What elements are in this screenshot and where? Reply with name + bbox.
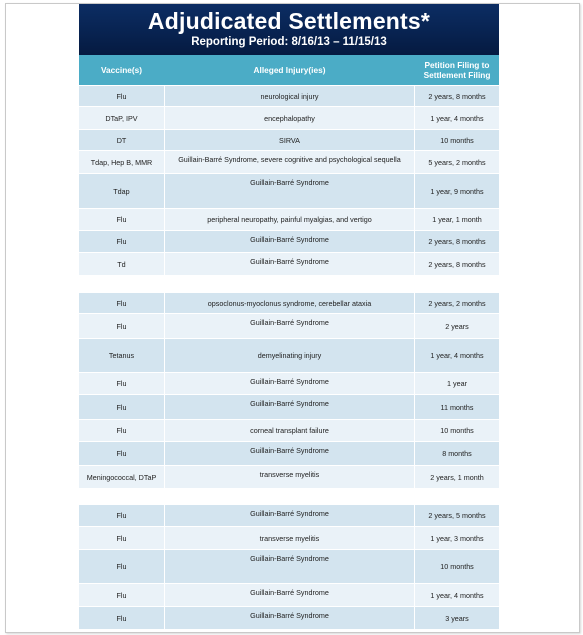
vaccine-cell: Flu bbox=[116, 449, 127, 458]
duration-cell: 1 year, 4 months bbox=[430, 351, 484, 360]
column-divider bbox=[164, 550, 165, 583]
column-divider bbox=[414, 550, 415, 583]
column-divider bbox=[414, 607, 415, 629]
vaccine-cell: Flu bbox=[116, 298, 127, 308]
column-divider bbox=[414, 130, 415, 150]
duration-cell: 2 years, 5 months bbox=[428, 511, 486, 520]
column-divider bbox=[164, 86, 165, 106]
vaccine-cell: Flu bbox=[116, 215, 127, 224]
duration-cell: 1 year, 3 months bbox=[430, 533, 484, 543]
duration-cell: 2 years, 8 months bbox=[428, 259, 486, 269]
vaccine-cell: Td bbox=[117, 259, 126, 269]
table-row bbox=[79, 527, 499, 549]
duration-cell: 1 year, 1 month bbox=[432, 215, 482, 224]
column-divider bbox=[164, 584, 165, 606]
duration-cell: 8 months bbox=[442, 449, 472, 458]
vaccine-cell: Flu bbox=[116, 613, 127, 623]
duration-cell: 1 year, 4 months bbox=[430, 590, 484, 600]
vaccine-cell: Flu bbox=[116, 562, 127, 571]
duration-cell: 2 years, 8 months bbox=[428, 91, 486, 101]
table-row bbox=[79, 314, 499, 338]
table-row bbox=[79, 505, 499, 526]
table-row bbox=[79, 107, 499, 129]
header-vaccines: Vaccine(s) bbox=[100, 65, 143, 75]
duration-cell: 3 years bbox=[445, 613, 469, 623]
table-row bbox=[79, 253, 499, 275]
injury-cell: transverse myelitis bbox=[259, 533, 320, 543]
column-divider bbox=[414, 231, 415, 252]
column-divider bbox=[414, 527, 415, 549]
injury-cell: demyelinating injury bbox=[257, 351, 322, 360]
column-divider bbox=[164, 174, 165, 208]
vaccine-cell: Tdap, Hep B, MMR bbox=[90, 157, 153, 167]
column-divider bbox=[164, 107, 165, 129]
column-divider bbox=[414, 209, 415, 230]
duration-cell: 10 months bbox=[440, 562, 474, 571]
vaccine-cell: Tetanus bbox=[108, 351, 135, 360]
duration-cell: 1 year, 9 months bbox=[430, 186, 484, 196]
vaccine-cell: Flu bbox=[116, 91, 127, 101]
injury-cell: peripheral neuropathy, painful myalgias, and vertigo bbox=[207, 215, 372, 224]
header-filing-duration: Petition Filing to Settlement Filing bbox=[423, 60, 491, 80]
table-row bbox=[79, 584, 499, 606]
table-row bbox=[79, 339, 499, 372]
column-divider bbox=[414, 395, 415, 419]
table-row bbox=[79, 231, 499, 252]
vaccine-cell: DTaP, IPV bbox=[105, 113, 138, 123]
duration-cell: 2 years, 2 months bbox=[428, 298, 486, 308]
duration-cell: 10 months bbox=[440, 426, 474, 435]
table-row bbox=[79, 151, 499, 173]
table-row bbox=[79, 130, 499, 150]
column-divider bbox=[164, 231, 165, 252]
injury-cell: Guillain-Barré Syndrome bbox=[250, 554, 329, 563]
injury-cell: neurological injury bbox=[260, 91, 319, 101]
injury-cell: Guillain-Barré Syndrome bbox=[250, 399, 329, 408]
column-divider bbox=[164, 314, 165, 338]
duration-cell: 11 months bbox=[440, 402, 474, 412]
injury-cell: Guillain-Barré Syndrome bbox=[250, 446, 329, 455]
vaccine-cell: Flu bbox=[116, 426, 127, 435]
injury-cell: Guillain-Barré Syndrome bbox=[250, 588, 329, 597]
table-header bbox=[79, 55, 499, 85]
vaccine-cell: Tdap bbox=[113, 186, 130, 196]
vaccine-cell: DT bbox=[116, 135, 127, 145]
table-row bbox=[79, 420, 499, 441]
column-divider bbox=[414, 314, 415, 338]
column-divider bbox=[164, 373, 165, 394]
column-divider bbox=[414, 174, 415, 208]
duration-cell: 1 year bbox=[447, 379, 467, 388]
vaccine-cell: Flu bbox=[116, 379, 127, 388]
injury-cell: transverse myelitis bbox=[259, 470, 320, 479]
table-row bbox=[79, 466, 499, 488]
column-divider bbox=[414, 293, 415, 313]
injury-cell: corneal transplant failure bbox=[250, 426, 329, 435]
column-divider bbox=[164, 466, 165, 488]
table-row bbox=[79, 293, 499, 313]
group-separator bbox=[79, 489, 499, 504]
duration-cell: 5 years, 2 months bbox=[428, 157, 486, 167]
duration-cell: 10 months bbox=[440, 135, 474, 145]
injury-cell: Guillain-Barré Syndrome bbox=[250, 178, 329, 187]
injury-cell: opsoclonus-myoclonus syndrome, cerebellar ataxia bbox=[207, 298, 372, 308]
column-divider bbox=[164, 209, 165, 230]
vaccine-cell: Flu bbox=[116, 533, 127, 543]
table-row bbox=[79, 550, 499, 583]
column-divider bbox=[414, 442, 415, 465]
column-divider bbox=[164, 505, 165, 526]
vaccine-cell: Flu bbox=[116, 237, 127, 246]
injury-cell: Guillain-Barré Syndrome bbox=[250, 318, 329, 327]
column-divider bbox=[414, 339, 415, 372]
column-divider bbox=[164, 151, 165, 173]
column-divider bbox=[414, 373, 415, 394]
column-divider bbox=[414, 584, 415, 606]
column-divider bbox=[414, 466, 415, 488]
table-row bbox=[79, 373, 499, 394]
vaccine-cell: Flu bbox=[116, 321, 127, 331]
vaccine-cell: Flu bbox=[116, 402, 127, 412]
column-divider bbox=[164, 293, 165, 313]
injury-cell: Guillain-Barré Syndrome bbox=[250, 611, 329, 620]
duration-cell: 2 years bbox=[445, 321, 469, 331]
table-row bbox=[79, 442, 499, 465]
column-divider bbox=[414, 253, 415, 275]
injury-cell: Guillain-Barré Syndrome bbox=[250, 257, 329, 266]
column-divider bbox=[164, 527, 165, 549]
vaccine-cell: Flu bbox=[116, 590, 127, 600]
vaccine-cell: Meningococcal, DTaP bbox=[86, 472, 157, 482]
header-alleged-injuries: Alleged Injury(ies) bbox=[253, 65, 326, 75]
column-divider bbox=[414, 420, 415, 441]
table-row bbox=[79, 174, 499, 208]
column-divider bbox=[164, 442, 165, 465]
vaccine-cell: Flu bbox=[116, 511, 127, 520]
injury-cell: SIRVA bbox=[279, 135, 300, 145]
column-divider bbox=[164, 339, 165, 372]
column-divider bbox=[414, 107, 415, 129]
column-divider bbox=[414, 505, 415, 526]
table-row bbox=[79, 607, 499, 629]
injury-cell: Guillain-Barré Syndrome, severe cognitive and psychological sequella bbox=[178, 155, 401, 164]
column-divider bbox=[164, 253, 165, 275]
column-divider bbox=[164, 607, 165, 629]
duration-cell: 1 year, 4 months bbox=[430, 113, 484, 123]
table-row bbox=[79, 86, 499, 106]
duration-cell: 2 years, 1 month bbox=[430, 472, 484, 482]
table-row bbox=[79, 395, 499, 419]
column-divider bbox=[164, 395, 165, 419]
injury-cell: Guillain-Barré Syndrome bbox=[250, 235, 329, 244]
column-divider bbox=[414, 151, 415, 173]
injury-cell: Guillain-Barré Syndrome bbox=[250, 377, 329, 386]
table-row bbox=[79, 209, 499, 230]
column-divider bbox=[164, 130, 165, 150]
injury-cell: Guillain-Barré Syndrome bbox=[250, 509, 329, 518]
page-title: Adjudicated Settlements* bbox=[147, 8, 431, 34]
column-divider bbox=[414, 86, 415, 106]
group-separator bbox=[79, 276, 499, 292]
title-banner bbox=[79, 4, 499, 55]
reporting-period: Reporting Period: 8/16/13 – 11/15/13 bbox=[191, 36, 387, 48]
injury-cell: encephalopathy bbox=[264, 113, 315, 123]
duration-cell: 2 years, 8 months bbox=[428, 237, 486, 246]
column-divider bbox=[164, 420, 165, 441]
